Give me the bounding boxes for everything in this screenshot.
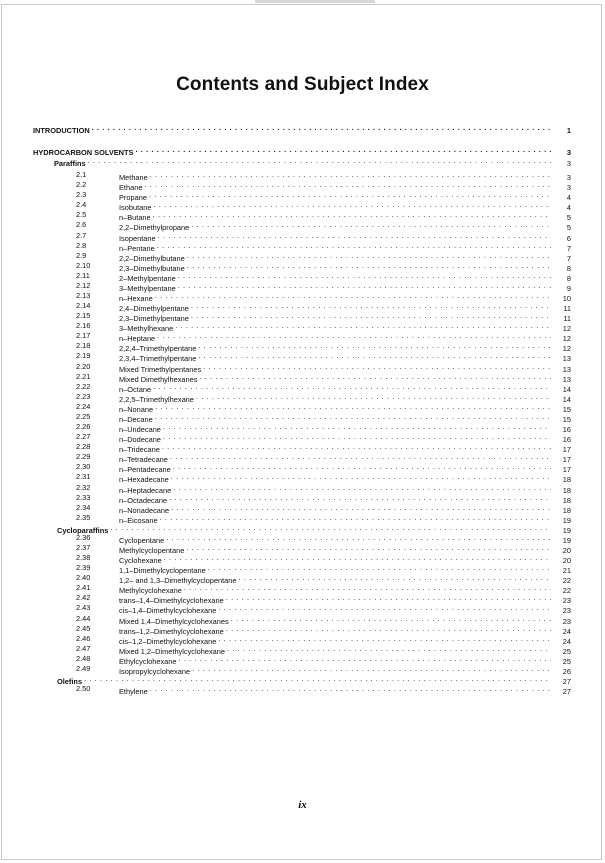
toc-entry [119,200,571,213]
toc-page-number: 10 [562,294,571,303]
toc-entry-label: n–Eicosane [119,515,158,525]
dot-leader [135,145,551,155]
toc-heading [33,123,571,133]
toc-entry [119,614,571,624]
dot-leader [153,382,551,392]
toc-page-number: 19 [562,535,571,545]
toc-section-number: 2.28 [76,442,91,452]
toc-page-number: 18 [562,495,571,505]
toc-page-number: 3 [566,183,571,193]
dot-leader [231,614,551,624]
toc-section-number: 2.46 [76,633,91,643]
toc-section-number: 2.29 [76,452,91,462]
toc-entry [119,382,571,392]
toc-entry-label: Cycloparaffins [57,525,109,535]
toc-section-number: 2.16 [76,321,91,331]
toc-entry [119,220,571,233]
toc-section-number: 2.33 [76,492,91,502]
dot-leader [149,190,551,200]
toc-section-number: 2.49 [76,663,91,673]
toc-page-number: 15 [562,414,571,424]
dot-leader [226,624,551,634]
toc-page-number: 11 [563,304,571,313]
dot-leader [175,321,551,331]
toc-page-number: 23 [562,616,571,626]
toc-section-number: 2.6 [76,220,87,230]
toc-page-number: 21 [562,566,571,576]
toc-entry [119,372,571,382]
toc-section-number: 2.4 [76,200,87,210]
toc-entry-label: 2,2–Dimethylbutane [119,253,185,263]
toc-entry-label: n–Undecane [119,425,161,434]
dot-leader [198,351,551,361]
toc-page-number: 13 [562,364,571,374]
dot-leader [157,241,551,251]
toc-section-number: 2.31 [76,472,91,482]
toc-entry-label: Mixed Trimethylpentanes [119,364,202,374]
toc-entry [119,301,571,311]
dot-leader [155,412,551,422]
toc-page-number: 19 [562,515,571,525]
toc-page-number: 19 [562,525,571,535]
dot-leader [155,291,551,301]
dot-leader [178,281,551,291]
toc-entry-label: 2,4–Dimethylpentane [119,304,189,313]
toc-page-number: 25 [562,646,571,656]
toc-entry [119,533,571,543]
toc-entry-label: Mixed 1,2–Dimethylcyclohexane [119,646,225,656]
toc-entry [119,241,571,251]
toc-entry [119,593,571,606]
toc-page-number: 4 [566,203,571,213]
dot-leader [191,311,551,321]
toc-entry [119,412,571,422]
dot-leader [187,261,551,271]
toc-section-number: 2.42 [76,593,91,603]
toc-entry-label: Mixed 1,4–Dimethylcyclohexanes [119,616,229,626]
toc-page-number: 18 [562,485,571,495]
toc-section-number: 2.2 [76,180,87,190]
dot-leader [88,156,551,166]
dot-leader [164,553,551,563]
toc-entry [119,664,571,674]
toc-page-number: 13 [562,374,571,384]
toc-section-number: 2.23 [76,391,91,401]
toc-section-number: 2.12 [76,280,91,290]
page-title: Contents and Subject Index [176,74,429,95]
toc-section-number: 2.11 [76,270,90,280]
dot-leader [239,573,551,583]
toc-entry [119,321,571,334]
toc-page-number: 17 [562,465,571,475]
toc-entry-label: Isopropylcyclohexane [119,666,191,676]
toc-page-number: 14 [562,394,571,404]
toc-entry [119,341,571,354]
dot-leader [155,402,551,412]
toc-section-number: 2.27 [76,432,91,442]
toc-page-number: 7 [566,253,571,263]
toc-page-number: 9 [566,283,571,293]
page-folio: ix [298,799,307,811]
toc-section-number: 2.8 [76,240,87,250]
toc-page-number: 8 [566,263,571,273]
toc-section-number: 2.26 [76,422,91,431]
toc-entry [119,563,571,576]
toc-entry-label: n–Decane [119,414,153,424]
toc-section-number: 2.30 [76,462,91,472]
dot-leader [227,644,551,654]
toc-page-number: 5 [566,213,571,223]
toc-entry-label: n–Pentane [119,243,155,253]
toc-page-number: 20 [562,556,571,565]
toc-entry [119,462,571,475]
dot-leader [198,341,551,351]
toc-page-number: 26 [562,666,571,676]
toc-section-number: 2.7 [76,230,87,240]
toc-page-number: 5 [566,223,571,233]
toc-entry-label: n–Nonadecane [119,505,170,515]
toc-entry-label: 2,3–Dimethylbutane [119,263,185,273]
toc-entry-label: Isobutane [119,203,152,213]
toc-entry [119,493,571,503]
toc-page-number: 22 [562,576,571,586]
toc-entry-label: Propane [119,193,147,203]
toc-entry-label: 1,2– and 1,3–Dimethylcyclopentane [119,576,237,586]
toc-entry-label: trans–1,2–Dimethylcyclohexane [119,626,224,636]
dot-leader [192,664,551,674]
toc-page-number: 23 [562,596,571,606]
toc-page-number: 14 [562,384,571,394]
toc-entry-label: Cyclohexane [119,556,162,565]
toc-page-number: 17 [562,455,571,465]
toc-entry [119,583,571,596]
toc-page-number: 20 [562,546,571,555]
toc-section-number: 2.38 [76,553,91,562]
toc-entry [119,281,571,291]
toc-section-number: 2.13 [76,291,91,300]
toc-page-number: 17 [562,445,571,455]
toc-section-number: 2.5 [76,210,87,220]
toc-subheading [57,674,571,684]
toc-entry [119,543,571,553]
toc-entry-label: n–Tridecane [119,445,160,455]
toc-entry [119,190,571,203]
toc-subheading [54,156,571,166]
toc-entry-label: Paraffins [54,159,86,168]
toc-section-number: 2.21 [76,371,91,381]
toc-entry-label: 2,2,5–Trimethylhexane [119,394,194,404]
toc-entry [119,251,571,261]
toc-entry [119,170,571,180]
toc-section-number: 2.22 [76,381,91,391]
toc-entry-label: Ethylene [119,687,148,697]
toc-page-number: 4 [566,193,571,203]
toc-page-number: 18 [562,475,571,485]
dot-leader [173,483,551,493]
toc-section-number: 2.3 [76,190,87,200]
dot-leader [144,180,551,190]
toc-entry-label: 2,3,4–Trimethylpentane [119,354,197,364]
toc-page-number: 15 [562,404,571,414]
toc-section-number: 2.41 [76,583,91,593]
toc-section-number: 2.10 [76,260,91,270]
toc-entry [119,654,571,664]
dot-leader [163,432,551,442]
toc-section-number: 2.19 [76,351,91,361]
toc-entry-label: Cyclopentane [119,535,165,545]
toc-entry [119,271,571,281]
toc-page-number: 12 [562,344,571,354]
toc-entry-label: Olefins [57,677,83,686]
toc-page-number: 12 [562,334,571,344]
toc-entry [119,351,571,364]
toc-page-number: 3 [566,173,571,182]
toc-entry [119,483,571,493]
toc-entry [119,402,571,412]
dot-leader [208,563,551,573]
toc-section-number: 2.43 [76,603,91,613]
toc-entry [119,684,571,697]
dot-leader [199,372,551,382]
toc-entry-label: 1,1–Dimethylcyclopentane [119,566,206,576]
toc-entry [119,634,571,644]
toc-page-number: 1 [566,126,571,135]
toc-entry [119,553,571,563]
toc-section-number: 2.45 [76,623,91,633]
toc-page-number: 6 [566,233,571,243]
dot-leader [163,422,551,432]
toc-entry [119,291,571,301]
dot-leader [184,583,551,593]
toc-entry-label: 2,2,4–Trimethylpentane [119,344,197,354]
toc-page-number: 22 [562,586,571,596]
toc-page-number: 27 [562,687,571,697]
toc-entry [119,362,571,372]
toc-entry-label: n–Dodecane [119,435,161,445]
toc-section-number: 2.1 [76,170,87,179]
dot-leader [153,210,551,220]
toc-entry [119,422,571,432]
toc-entry [119,311,571,324]
toc-entry-label: n–Tetradecane [119,455,168,465]
toc-entry [119,503,571,513]
toc-entry-label: Ethylcyclohexane [119,656,177,666]
toc-section-number: 2.17 [76,331,91,341]
toc-entry-label: Methane [119,173,148,182]
toc-section-number: 2.20 [76,361,91,371]
dot-leader [191,301,551,311]
toc-entry-label: trans–1,4–Dimethylcyclohexane [119,596,224,606]
toc-entry-label: n–Butane [119,213,151,223]
dot-leader [187,251,551,261]
toc-page-number: 25 [562,656,571,666]
toc-entry-label: HYDROCARBON SOLVENTS [33,148,134,157]
toc-entry-label: n–Heptadecane [119,485,172,495]
toc-entry [119,261,571,271]
dot-leader [84,674,551,684]
toc-entry [119,573,571,586]
dot-leader [158,231,551,241]
toc-entry [119,644,571,654]
toc-entry-label: 2,2–Dimethylpropane [119,223,190,233]
toc-section-number: 2.34 [76,502,91,512]
toc-section-number: 2.36 [76,532,91,542]
toc-section-number: 2.18 [76,341,91,351]
toc-entry [119,472,571,485]
dot-leader [170,452,551,462]
toc-entry [119,452,571,465]
toc-entry [119,442,571,455]
dot-leader [166,533,551,543]
toc-section-number: 2.35 [76,512,91,522]
toc-entry-label: 3–Methylpentane [119,283,176,293]
top-edge-bar [255,0,375,3]
toc-entry-label: n–Octadecane [119,495,168,505]
toc-page-number: 13 [562,354,571,364]
toc-page-number: 16 [562,435,571,445]
dot-leader [178,271,551,281]
toc-entry [119,180,571,193]
toc-entry-label: n–Hexane [119,294,153,303]
toc-entry-label: cis–1,4–Dimethylcyclohexane [119,606,217,616]
toc-section-number: 2.39 [76,563,91,573]
toc-page-number: 23 [562,606,571,616]
toc-entry-label: Mixed Dimethylhexanes [119,374,198,384]
toc-page-number: 24 [562,636,571,646]
toc-page-number: 3 [566,148,571,157]
toc-entry-label: Isopentane [119,233,156,243]
toc-page-number: 24 [562,626,571,636]
dot-leader [203,362,551,372]
toc-heading [33,145,571,155]
toc-section-number: 2.47 [76,643,91,653]
dot-leader [218,634,551,644]
toc-entry-label: Methylcyclopentane [119,546,185,555]
toc-entry [119,231,571,241]
toc-section-number: 2.14 [76,301,91,310]
toc-section-number: 2.15 [76,311,91,321]
toc-entry-label: n–Pentadecane [119,465,171,475]
dot-leader [162,442,551,452]
toc-entry-label: INTRODUCTION [33,126,90,135]
toc-section-number: 2.24 [76,401,91,411]
toc-section-number: 2.44 [76,613,91,623]
toc-entry-label: n–Heptane [119,334,156,344]
toc-entry-label: 2–Methylpentane [119,273,176,283]
dot-leader [153,200,551,210]
toc-page-number: 18 [562,505,571,515]
dot-leader [186,543,551,553]
toc-page-number: 12 [562,324,571,334]
toc-entry-label: n–Octane [119,384,152,394]
toc-section-number: 2.50 [76,684,91,694]
dot-leader [110,523,551,533]
toc-entry-label: n–Hexadecane [119,475,169,485]
toc-section-number: 2.25 [76,411,91,421]
dot-leader [92,123,551,133]
toc-entry-label: Ethane [119,183,143,193]
toc-entry-label: n–Nonane [119,404,154,414]
toc-entry-label: 3–Methylhexane [119,324,174,334]
dot-leader [150,684,551,694]
toc-section-number: 2.48 [76,653,91,663]
toc-page-number: 3 [566,159,571,168]
dot-leader [179,654,551,664]
dot-leader [196,392,551,402]
dot-leader [226,593,551,603]
toc-section-number: 2.37 [76,543,91,552]
toc-entry-label: Methylcyclohexane [119,586,182,596]
toc-subheading [57,523,571,533]
toc-entry [119,513,571,523]
toc-entry [119,603,571,616]
toc-entry [119,392,571,402]
toc-entry [119,210,571,223]
dot-leader [218,603,551,613]
dot-leader [171,472,551,482]
toc-entry [119,331,571,344]
toc-page-number: 8 [566,273,571,283]
toc-section-number: 2.32 [76,482,91,492]
toc-page-number: 27 [562,677,571,686]
toc-section-number: 2.9 [76,250,87,260]
toc-page-number: 7 [566,243,571,253]
dot-leader [191,220,551,230]
toc-entry-label: 2,3–Dimethylpentane [119,314,189,324]
dot-leader [171,503,551,513]
toc-page-number: 16 [562,425,571,434]
dot-leader [173,462,551,472]
dot-leader [169,493,551,503]
dot-leader [160,513,551,523]
toc-entry-label: cis–1,2–Dimethylcyclohexane [119,636,217,646]
toc-entry [119,624,571,634]
toc-section-number: 2.40 [76,573,91,583]
dot-leader [150,170,551,180]
dot-leader [157,331,551,341]
toc-entry [119,432,571,445]
toc-page-number: 11 [563,314,571,324]
